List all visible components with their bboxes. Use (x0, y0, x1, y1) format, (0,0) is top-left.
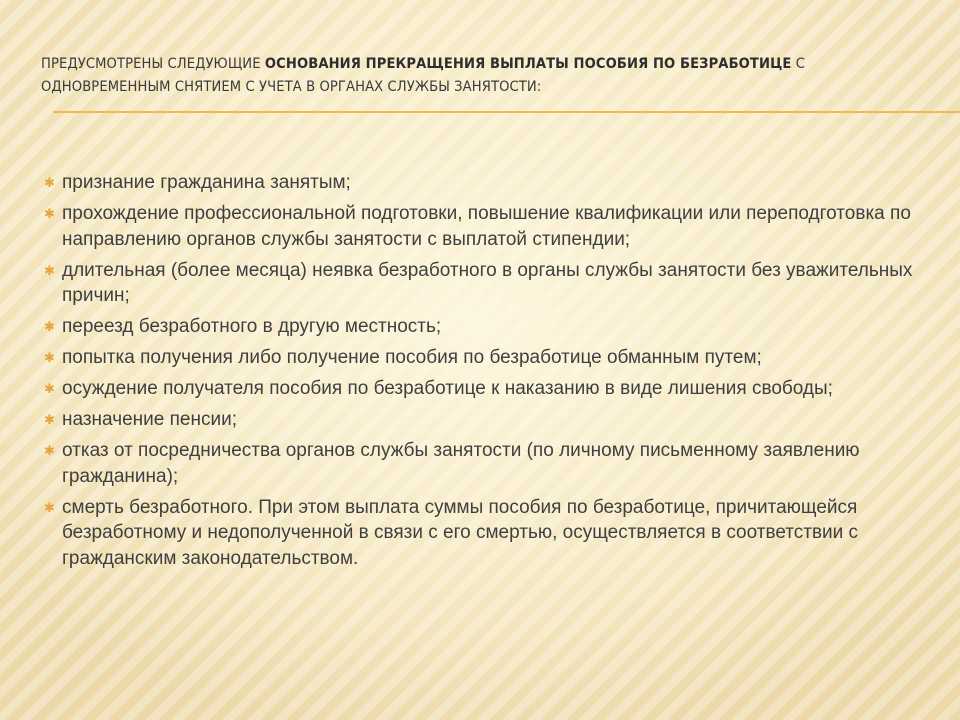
list-item-text: отказ от посредничества органов службы занятости (по личному письменному заявлению гражданина); (62, 440, 860, 487)
list-item (44, 170, 934, 196)
list-item (44, 201, 934, 252)
bullet-icon: ✱ (44, 206, 55, 221)
list-item-text: назначение пенсии; (62, 409, 237, 430)
bullet-icon: ✱ (44, 175, 55, 190)
list-item (44, 314, 934, 340)
list-item (44, 495, 934, 572)
bullet-list (44, 170, 934, 577)
list-item-text: признание гражданина занятым; (62, 172, 351, 193)
title-underline (53, 111, 960, 113)
bullet-icon: ✱ (44, 381, 55, 396)
bullet-icon: ✱ (44, 350, 55, 365)
list-item (44, 345, 934, 371)
bullet-icon: ✱ (44, 319, 55, 334)
list-item (44, 258, 934, 309)
slide-title (41, 52, 921, 98)
list-item (44, 376, 934, 402)
bullet-icon: ✱ (44, 262, 55, 278)
list-item-text: попытка получения либо получение пособия по безработице обманным путем; (62, 347, 762, 368)
title-rest: С ОДНОВРЕМЕННЫМ СНЯТИЕМ С УЧЕТА В ОРГАНАХ СЛУЖБЫ ЗАНЯТОСТИ: (41, 55, 805, 95)
title-intro: ПРЕДУСМОТРЕНЫ СЛЕДУЮЩИЕ (41, 55, 265, 72)
bullet-icon: ✱ (44, 499, 55, 515)
list-item-text: смерть безработного. При этом выплата суммы пособия по безработице, причитающейся безработному и недополученной в связи с его смертью, осуществляется в соответствии с гражданским законодательством. (62, 496, 859, 569)
list-item (44, 407, 934, 433)
list-item-text: переезд безработного в другую местность; (62, 316, 442, 337)
bullet-icon: ✱ (44, 443, 55, 458)
title-accent: ОСНОВАНИЯ ПРЕКРАЩЕНИЯ ВЫПЛАТЫ ПОСОБИЯ ПО БЕЗРАБОТИЦЕ (264, 55, 792, 72)
bullet-icon: ✱ (44, 412, 55, 427)
list-item (44, 438, 934, 489)
list-item-text: прохождение профессиональной подготовки, повышение квалификации или переподготовка по направлению органов службы занятости с выплатой стипендии; (62, 203, 911, 250)
list-item-text: осуждение получателя пособия по безработице к наказанию в виде лишения свободы; (62, 378, 833, 399)
list-item-text: длительная (более месяца) неявка безработного в органы службы занятости без уважительных причин; (62, 259, 913, 306)
